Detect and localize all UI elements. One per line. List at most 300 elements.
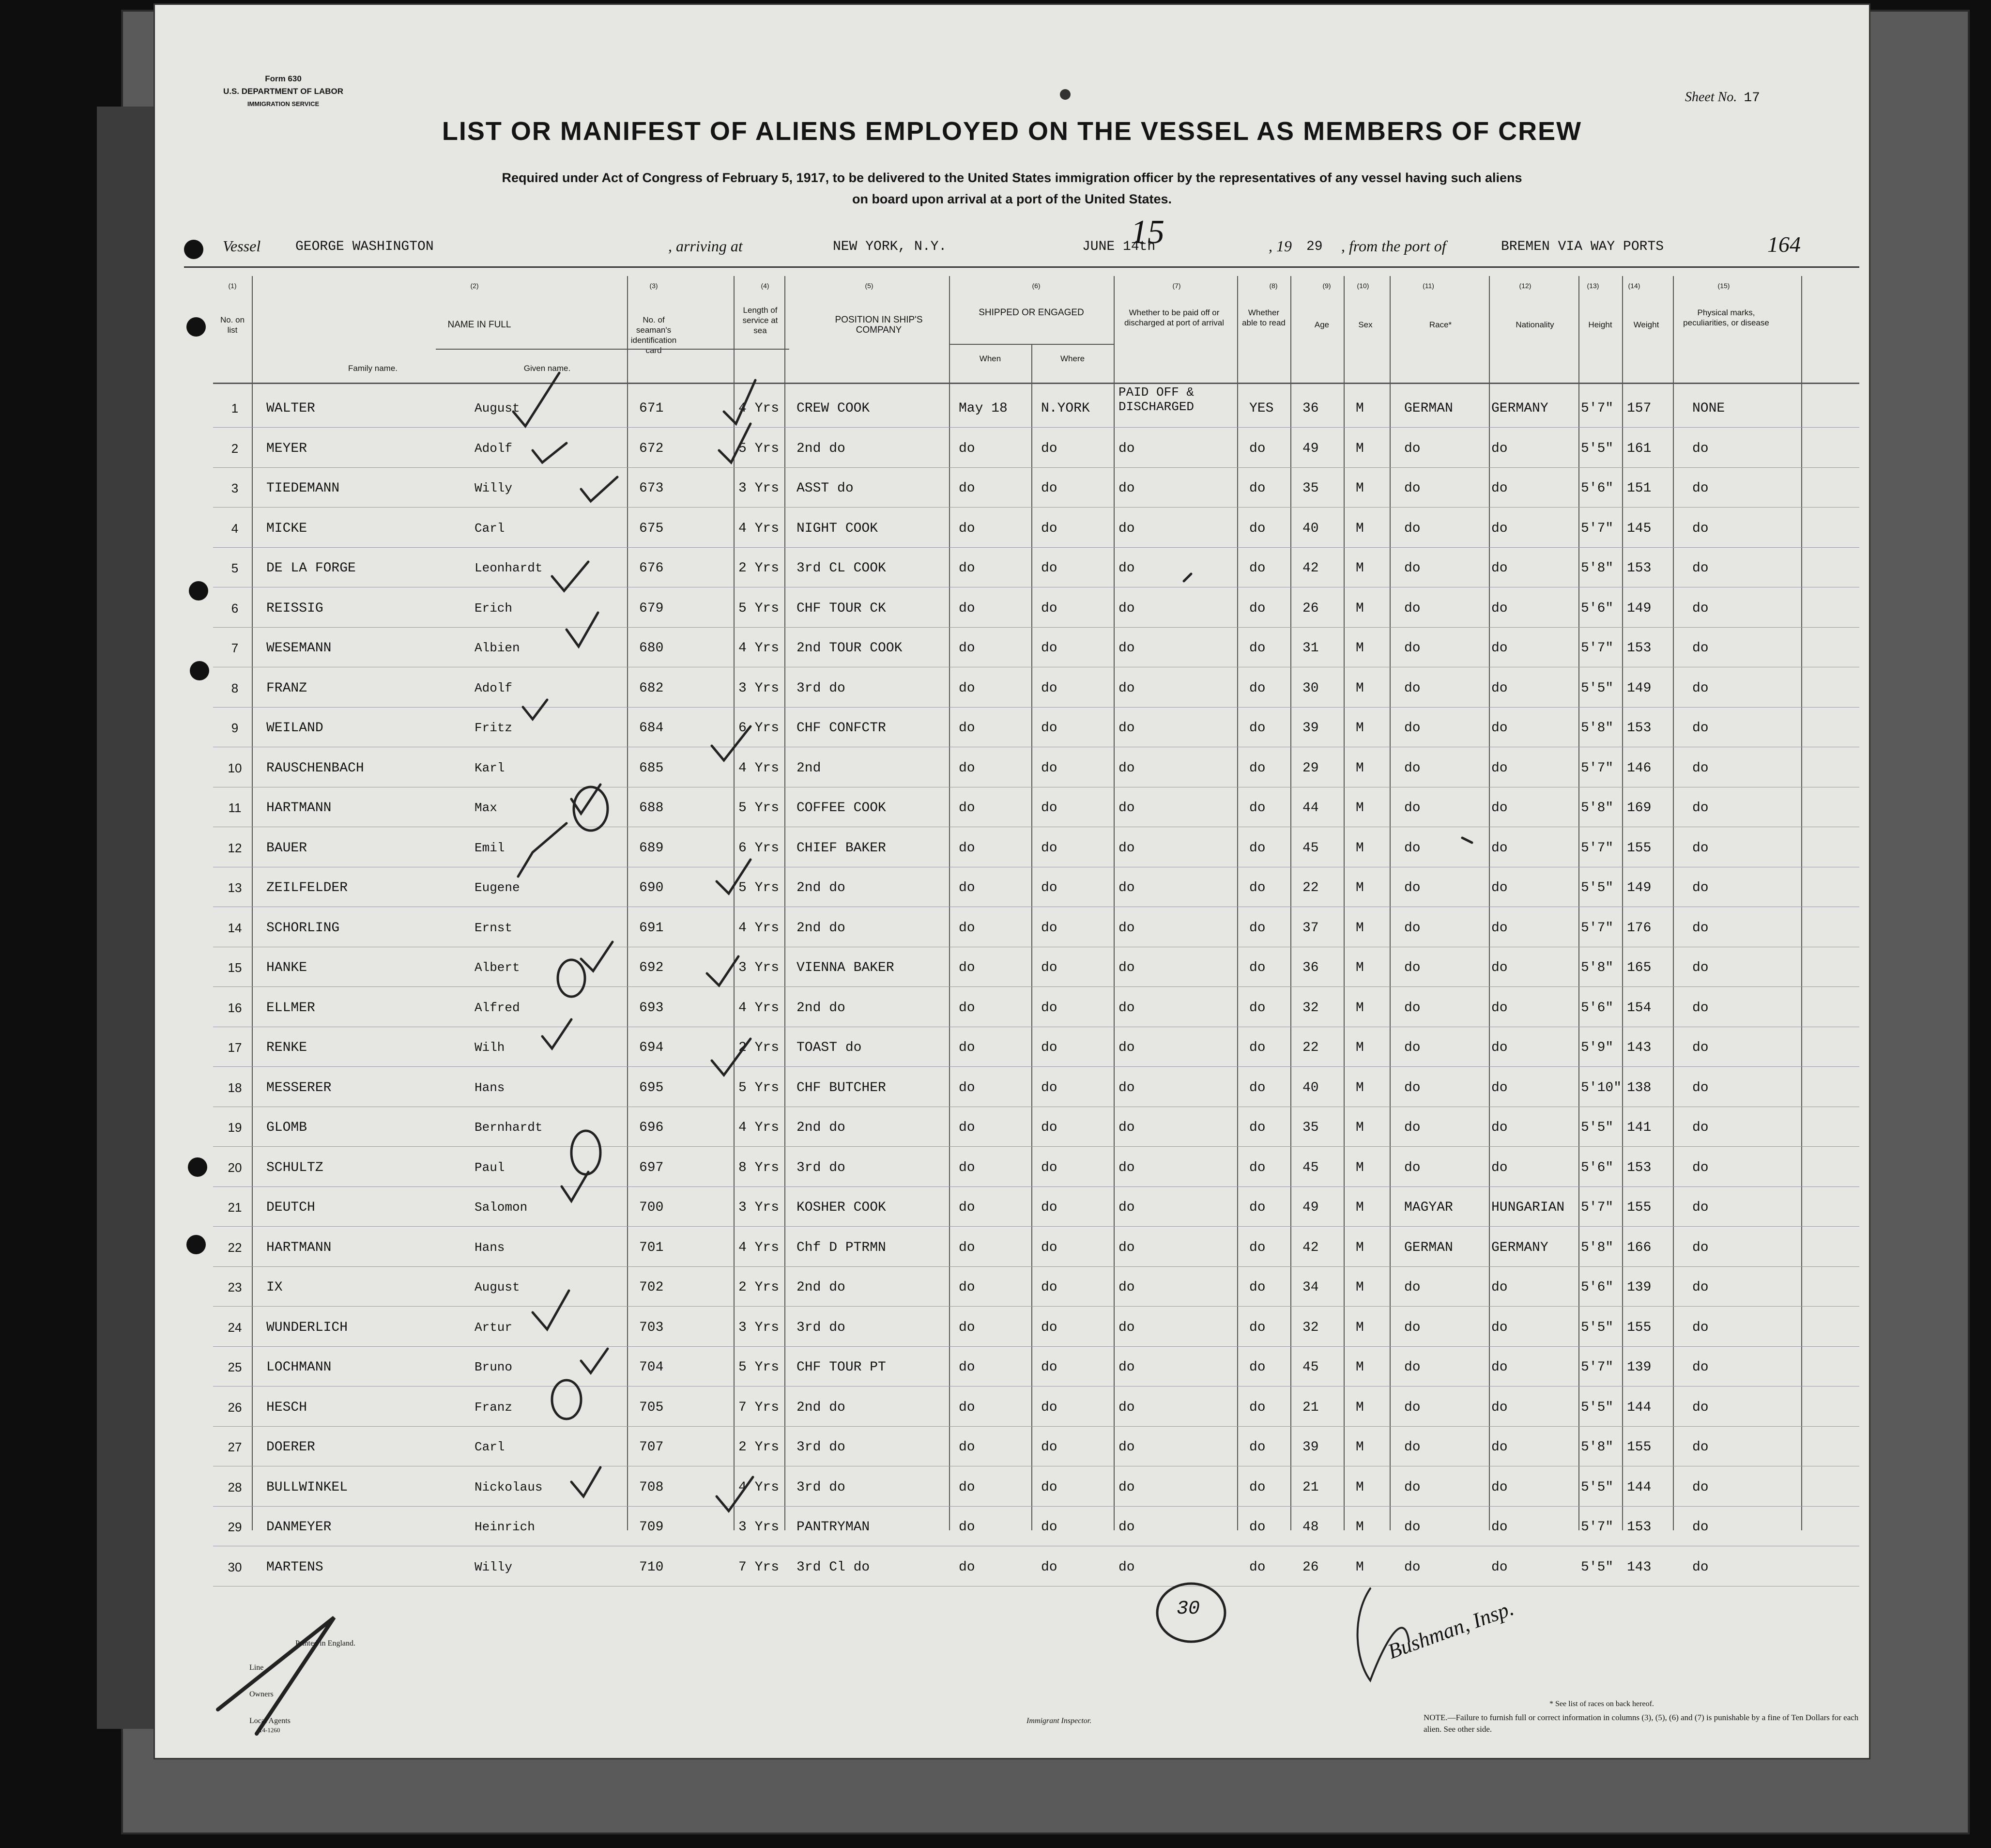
family-name: DANMEYER	[266, 1520, 332, 1535]
table-row	[213, 1266, 1859, 1307]
shipped-when: do	[959, 1440, 975, 1455]
height: 5'5"	[1581, 1320, 1614, 1335]
given-name: Hans	[475, 1080, 505, 1095]
able-to-read: do	[1249, 721, 1266, 736]
age: 49	[1302, 1200, 1319, 1215]
shipped-where: do	[1041, 1440, 1057, 1455]
nationality: do	[1491, 441, 1508, 456]
family-name: HESCH	[266, 1400, 307, 1415]
table-row	[213, 627, 1859, 667]
paid-off-status: do	[1118, 680, 1135, 696]
physical-marks: do	[1692, 1559, 1709, 1575]
arrival-port: NEW YORK, N.Y.	[833, 239, 947, 254]
shipped-when: do	[959, 1120, 975, 1135]
sex: M	[1356, 1520, 1364, 1535]
length-of-service: 5 Yrs	[738, 801, 780, 816]
family-name: HANKE	[266, 960, 307, 975]
race: do	[1404, 521, 1421, 536]
seaman-card-number: 700	[639, 1200, 664, 1215]
family-name: WALTER	[266, 401, 315, 416]
race: do	[1404, 920, 1421, 936]
column-number: (1)	[228, 282, 237, 290]
height: 5'8"	[1581, 1440, 1614, 1455]
row-number: 2	[231, 441, 239, 456]
subtitle-line-2: on board upon arrival at a port of the United States.	[852, 192, 1172, 206]
length-of-service: 3 Yrs	[738, 1320, 780, 1335]
ship-position: 2nd TOUR COOK	[796, 641, 903, 656]
physical-marks: do	[1692, 960, 1709, 975]
weight: 145	[1627, 521, 1652, 536]
header-length-of-service: Length of service at sea	[742, 306, 778, 335]
race: do	[1404, 960, 1421, 975]
length-of-service: 4 Yrs	[738, 641, 780, 656]
row-number: 6	[231, 601, 239, 616]
able-to-read: do	[1249, 1360, 1266, 1375]
family-name: TIEDEMANN	[266, 481, 340, 496]
weight: 139	[1627, 1360, 1652, 1375]
column-number: (9)	[1322, 282, 1331, 290]
weight: 155	[1627, 840, 1652, 856]
shipped-when: do	[959, 840, 975, 856]
weight: 144	[1627, 1479, 1652, 1495]
shipped-where: do	[1041, 920, 1057, 936]
length-of-service: 2 Yrs	[738, 561, 780, 576]
able-to-read: do	[1249, 1320, 1266, 1335]
ship-position: 2nd do	[796, 880, 845, 895]
age: 26	[1302, 1559, 1319, 1575]
seaman-card-number: 695	[639, 1080, 664, 1095]
height: 5'8"	[1581, 721, 1614, 736]
header-bottom-rule	[213, 383, 1859, 384]
row-number: 19	[228, 1120, 242, 1135]
nationality: do	[1491, 801, 1508, 816]
age: 36	[1302, 401, 1319, 416]
paid-off-status: do	[1118, 960, 1135, 975]
height: 5'6"	[1581, 1160, 1614, 1175]
vessel-name: GEORGE WASHINGTON	[295, 239, 434, 254]
row-number: 3	[231, 481, 239, 495]
family-name: DEUTCH	[266, 1200, 315, 1215]
family-name: ELLMER	[266, 1000, 315, 1016]
sex: M	[1356, 920, 1364, 936]
length-of-service: 3 Yrs	[738, 680, 780, 696]
weight: 139	[1627, 1280, 1652, 1295]
ship-position: 3rd do	[796, 1440, 845, 1455]
races-note: * See list of races on back hereof.	[1549, 1700, 1654, 1708]
table-row	[213, 547, 1859, 587]
row-number: 4	[231, 521, 239, 536]
shipped-when: do	[959, 1040, 975, 1055]
shipped-where: do	[1041, 721, 1057, 736]
given-name: Heinrich	[475, 1520, 535, 1534]
paid-off-status: do	[1118, 760, 1135, 776]
able-to-read: do	[1249, 1400, 1266, 1415]
able-to-read: do	[1249, 1440, 1266, 1455]
row-number: 20	[228, 1160, 242, 1175]
column-number: (3)	[649, 282, 658, 290]
physical-marks: do	[1692, 1280, 1709, 1295]
physical-marks: do	[1692, 521, 1709, 536]
shipped-where: do	[1041, 1360, 1057, 1375]
sex: M	[1356, 1280, 1364, 1295]
nationality: do	[1491, 641, 1508, 656]
race: MAGYAR	[1404, 1200, 1453, 1215]
seaman-card-number: 704	[639, 1360, 664, 1375]
nationality: do	[1491, 521, 1508, 536]
able-to-read: do	[1249, 801, 1266, 816]
family-name: DOERER	[266, 1440, 315, 1455]
seaman-card-number: 705	[639, 1400, 664, 1415]
row-number: 13	[228, 880, 242, 895]
paid-off-status: do	[1118, 801, 1135, 816]
weight: 143	[1627, 1559, 1652, 1575]
height: 5'7"	[1581, 1360, 1614, 1375]
family-name: BAUER	[266, 840, 307, 856]
ship-position: 3rd CL COOK	[796, 561, 886, 576]
sex: M	[1356, 1360, 1364, 1375]
race: GERMAN	[1404, 401, 1453, 416]
nationality: do	[1491, 721, 1508, 736]
shipped-where: do	[1041, 1400, 1057, 1415]
weight: 143	[1627, 1040, 1652, 1055]
arrival-date: JUNE 14th	[1082, 239, 1156, 254]
age: 30	[1302, 680, 1319, 696]
family-name: RENKE	[266, 1040, 307, 1055]
paid-off-status: do	[1118, 1240, 1135, 1255]
paid-off-status: do	[1118, 1440, 1135, 1455]
able-to-read: do	[1249, 641, 1266, 656]
race: do	[1404, 641, 1421, 656]
age: 39	[1302, 721, 1319, 736]
age: 45	[1302, 1160, 1319, 1175]
physical-marks: do	[1692, 721, 1709, 736]
local-agents-label: Local Agents	[249, 1717, 291, 1725]
family-name: SCHULTZ	[266, 1160, 323, 1175]
given-name: Leonhardt	[475, 561, 543, 575]
seaman-card-number: 692	[639, 960, 664, 975]
family-name: SCHORLING	[266, 920, 340, 936]
sex: M	[1356, 721, 1364, 736]
length-of-service: 2 Yrs	[738, 1040, 780, 1055]
nationality: do	[1491, 1479, 1508, 1495]
age: 36	[1302, 960, 1319, 975]
length-of-service: 7 Yrs	[738, 1400, 780, 1415]
given-name: Emil	[475, 840, 505, 855]
sheet-label: Sheet No.	[1685, 90, 1737, 105]
length-of-service: 4 Yrs	[738, 1120, 780, 1135]
given-name: August	[475, 1280, 520, 1294]
able-to-read: do	[1249, 680, 1266, 696]
header-sex: Sex	[1358, 320, 1373, 329]
weight: 166	[1627, 1240, 1652, 1255]
shipped-when: do	[959, 1280, 975, 1295]
paid-off-status: do	[1118, 1320, 1135, 1335]
shipped-where: do	[1041, 960, 1057, 975]
sex: M	[1356, 401, 1364, 416]
race: do	[1404, 1520, 1421, 1535]
vessel-line	[184, 214, 1821, 266]
shipped-where: do	[1041, 1200, 1057, 1215]
seaman-card-number: 671	[639, 401, 664, 416]
shipped-when: May 18	[959, 401, 1008, 416]
age: 26	[1302, 601, 1319, 616]
seaman-card-number: 680	[639, 641, 664, 656]
ship-position: VIENNA BAKER	[796, 960, 894, 975]
race: do	[1404, 680, 1421, 696]
nationality: do	[1491, 960, 1508, 975]
column-number: (10)	[1357, 282, 1369, 290]
page-number: 164	[1767, 232, 1801, 257]
race: do	[1404, 1000, 1421, 1016]
nationality: do	[1491, 481, 1508, 496]
height: 5'8"	[1581, 1240, 1614, 1255]
family-name: MESSERER	[266, 1080, 332, 1095]
shipped-where: do	[1041, 441, 1057, 456]
age: 22	[1302, 880, 1319, 895]
shipped-where: do	[1041, 1120, 1057, 1135]
from-port-label: , from the port of	[1341, 237, 1446, 255]
height: 5'7"	[1581, 1200, 1614, 1215]
shipped-when: do	[959, 521, 975, 536]
header-position: POSITION IN SHIP'S COMPANY	[835, 315, 923, 335]
shipped-when: do	[959, 721, 975, 736]
vessel-label: Vessel	[223, 237, 261, 255]
family-name: IX	[266, 1280, 283, 1295]
race: do	[1404, 1120, 1421, 1135]
shipped-where: do	[1041, 521, 1057, 536]
table-row	[213, 1227, 1859, 1267]
able-to-read: do	[1249, 840, 1266, 856]
sex: M	[1356, 960, 1364, 975]
sex: M	[1356, 1479, 1364, 1495]
age: 40	[1302, 521, 1319, 536]
given-name: Carl	[475, 1440, 505, 1454]
weight: 146	[1627, 760, 1652, 776]
length-of-service: 3 Yrs	[738, 481, 780, 496]
physical-marks: do	[1692, 1000, 1709, 1016]
physical-marks: do	[1692, 1160, 1709, 1175]
shipped-where: do	[1041, 1080, 1057, 1095]
length-of-service: 2 Yrs	[738, 1280, 780, 1295]
physical-marks: do	[1692, 641, 1709, 656]
given-name: Max	[475, 801, 497, 815]
shipped-when: do	[959, 441, 975, 456]
given-name: Karl	[475, 760, 505, 775]
height: 5'7"	[1581, 641, 1614, 656]
given-name: Wilh	[475, 1040, 505, 1055]
family-name: HARTMANN	[266, 1240, 332, 1255]
able-to-read: YES	[1249, 401, 1274, 416]
table-row	[213, 1027, 1859, 1067]
length-of-service: 6 Yrs	[738, 721, 780, 736]
seaman-card-number: 676	[639, 561, 664, 576]
sex: M	[1356, 561, 1364, 576]
seaman-card-number: 696	[639, 1120, 664, 1135]
length-of-service: 4 Yrs	[738, 401, 780, 416]
given-name: Eugene	[475, 880, 520, 895]
race: do	[1404, 721, 1421, 736]
physical-marks: do	[1692, 840, 1709, 856]
shipped-when: do	[959, 481, 975, 496]
age: 42	[1302, 1240, 1319, 1255]
physical-marks: do	[1692, 1360, 1709, 1375]
physical-marks: do	[1692, 1120, 1709, 1135]
shipped-where: do	[1041, 801, 1057, 816]
height: 5'7"	[1581, 840, 1614, 856]
family-name: LOCHMANN	[266, 1360, 332, 1375]
row-number: 16	[228, 1000, 242, 1015]
race: do	[1404, 760, 1421, 776]
seaman-card-number: 710	[639, 1559, 664, 1575]
shipped-where: do	[1041, 561, 1057, 576]
row-number: 9	[231, 721, 239, 735]
able-to-read: do	[1249, 1000, 1266, 1016]
table-row	[213, 987, 1859, 1027]
height: 5'9"	[1581, 1040, 1614, 1055]
header-able-to-read: Whether able to read	[1242, 308, 1286, 327]
seaman-card-number: 684	[639, 721, 664, 736]
nationality: do	[1491, 1040, 1508, 1055]
nationality: do	[1491, 1559, 1508, 1575]
ship-position: 2nd do	[796, 1280, 845, 1295]
row-number: 28	[228, 1479, 242, 1494]
physical-marks: do	[1692, 1240, 1709, 1255]
header-when: When	[979, 354, 1001, 363]
form-identifier	[201, 73, 366, 110]
ship-position: 3rd do	[796, 680, 845, 696]
race: do	[1404, 840, 1421, 856]
given-name: Bruno	[475, 1360, 513, 1374]
shipped-when: do	[959, 920, 975, 936]
table-row	[213, 1147, 1859, 1187]
height: 5'10"	[1581, 1080, 1622, 1095]
line-label: Line	[249, 1663, 264, 1672]
shipped-when: do	[959, 561, 975, 576]
row-number: 27	[228, 1440, 242, 1454]
given-name: Adolf	[475, 680, 513, 695]
table-row	[213, 1506, 1859, 1546]
paid-off-status: do	[1118, 1160, 1135, 1175]
table-row	[213, 508, 1859, 548]
seaman-card-number: 688	[639, 801, 664, 816]
shipped-where: do	[1041, 680, 1057, 696]
paid-off-status: do	[1118, 1080, 1135, 1095]
race: do	[1404, 1080, 1421, 1095]
shipped-when: do	[959, 960, 975, 975]
paid-off-status: do	[1118, 481, 1135, 496]
able-to-read: do	[1249, 1040, 1266, 1055]
shipped-when: do	[959, 641, 975, 656]
sex: M	[1356, 441, 1364, 456]
shipped-where: do	[1041, 481, 1057, 496]
arriving-label: , arriving at	[668, 237, 743, 255]
weight: 153	[1627, 1520, 1652, 1535]
race: do	[1404, 1479, 1421, 1495]
weight: 153	[1627, 561, 1652, 576]
ship-position: CHF BUTCHER	[796, 1080, 886, 1095]
shipped-when: do	[959, 1479, 975, 1495]
shipped-where: do	[1041, 1280, 1057, 1295]
paid-off-status: do	[1118, 840, 1135, 856]
header-name-in-full: NAME IN FULL	[447, 320, 511, 330]
row-number: 21	[228, 1200, 242, 1215]
year-label: , 19	[1269, 237, 1292, 255]
family-name: FRANZ	[266, 680, 307, 696]
ship-position: CHF CONFCTR	[796, 721, 886, 736]
nationality: do	[1491, 1120, 1508, 1135]
physical-marks: do	[1692, 1200, 1709, 1215]
family-name: HARTMANN	[266, 801, 332, 816]
subtitle-line-1: Required under Act of Congress of February 5, 1917, to be delivered to the United States immigration officer by the representatives of any vessel having such aliens	[502, 170, 1522, 185]
nationality: do	[1491, 880, 1508, 895]
given-name: Artur	[475, 1320, 513, 1335]
seaman-card-number: 682	[639, 680, 664, 696]
ship-position: 2nd do	[796, 1000, 845, 1016]
physical-marks: do	[1692, 880, 1709, 895]
seaman-card-number: 679	[639, 601, 664, 616]
race: do	[1404, 801, 1421, 816]
paid-off-status: do	[1118, 1360, 1135, 1375]
race: do	[1404, 1160, 1421, 1175]
row-number: 18	[228, 1080, 242, 1095]
header-top-rule	[184, 266, 1859, 268]
sex: M	[1356, 1040, 1364, 1055]
family-name: MICKE	[266, 521, 307, 536]
nationality: do	[1491, 1280, 1508, 1295]
race: do	[1404, 880, 1421, 895]
physical-marks: do	[1692, 1479, 1709, 1495]
shipped-where: do	[1041, 601, 1057, 616]
family-name: GLOMB	[266, 1120, 307, 1135]
header-where: Where	[1060, 354, 1085, 363]
ship-position: 3rd do	[796, 1160, 845, 1175]
shipped-when: do	[959, 680, 975, 696]
able-to-read: do	[1249, 920, 1266, 936]
ship-position: CHF TOUR CK	[796, 601, 886, 616]
header-height: Height	[1588, 320, 1612, 329]
ship-position: 2nd do	[796, 1120, 845, 1135]
physical-marks: do	[1692, 481, 1709, 496]
nationality: do	[1491, 1440, 1508, 1455]
weight: 157	[1627, 401, 1652, 416]
inspector-signature: Bushman, Insp.	[1384, 1596, 1517, 1664]
weight: 169	[1627, 801, 1652, 816]
ship-position: 2nd do	[796, 1400, 845, 1415]
given-name: Erich	[475, 601, 513, 616]
column-number: (5)	[865, 282, 873, 290]
column-number: (2)	[470, 282, 479, 290]
shipped-where: do	[1041, 840, 1057, 856]
table-row	[213, 1186, 1859, 1227]
height: 5'5"	[1581, 680, 1614, 696]
length-of-service: 4 Yrs	[738, 920, 780, 936]
height: 5'8"	[1581, 801, 1614, 816]
able-to-read: do	[1249, 880, 1266, 895]
row-number: 8	[231, 680, 239, 695]
sex: M	[1356, 680, 1364, 696]
weight: 155	[1627, 1320, 1652, 1335]
physical-marks: do	[1692, 1400, 1709, 1415]
paid-off-status: do	[1118, 441, 1135, 456]
table-row	[213, 1426, 1859, 1466]
header-paid-off: Whether to be paid off or discharged at port of arrival	[1124, 308, 1224, 327]
nationality: do	[1491, 561, 1508, 576]
ship-position: KOSHER COOK	[796, 1200, 886, 1215]
age: 35	[1302, 1120, 1319, 1135]
sex: M	[1356, 1240, 1364, 1255]
age: 22	[1302, 1040, 1319, 1055]
length-of-service: 5 Yrs	[738, 601, 780, 616]
